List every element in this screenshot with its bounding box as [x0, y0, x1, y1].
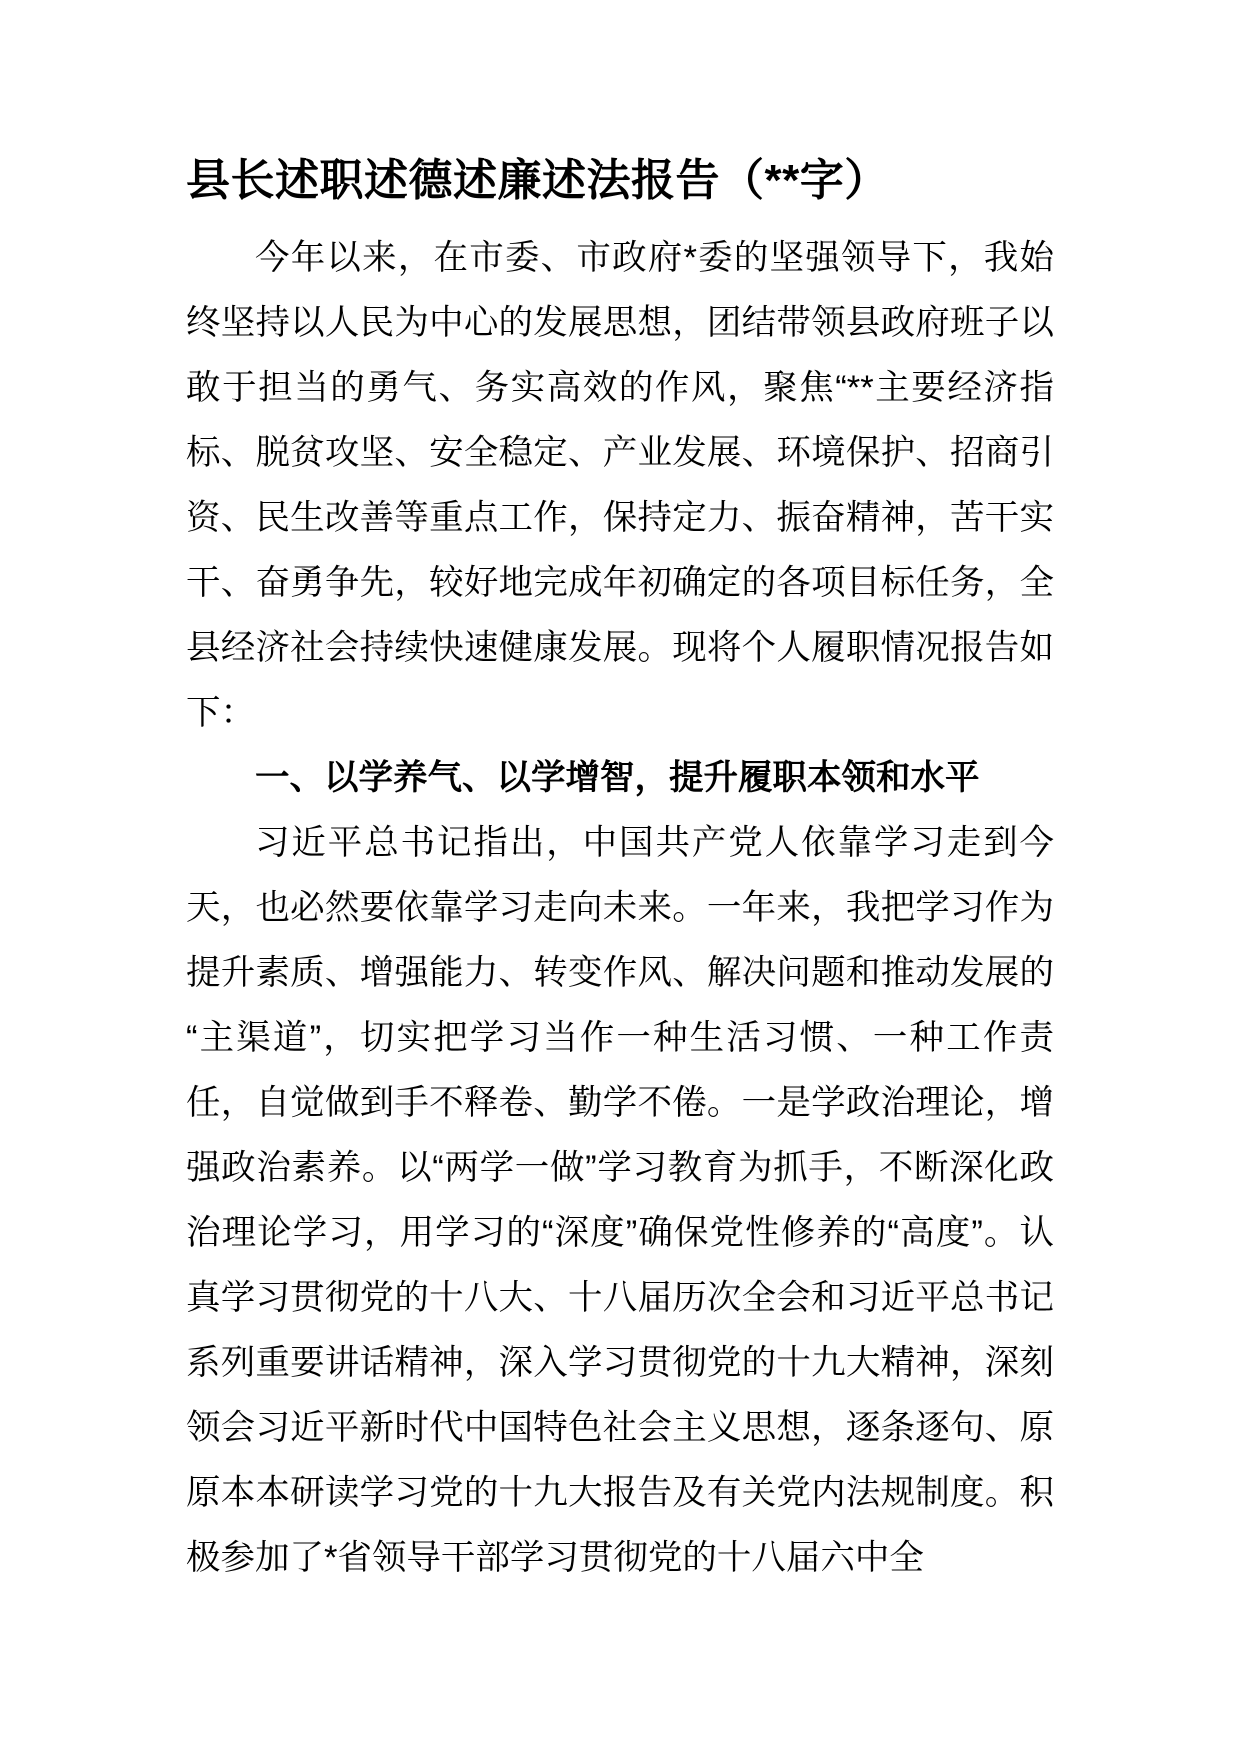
intro-paragraph: 今年以来，在市委、市政府*委的坚强领导下，我始终坚持以人民为中心的发展思想，团结带领县政府班子以敢于担当的勇气、务实高效的作风，聚焦“**主要经济指标、脱贫攻坚、安全稳定、产业发展、环境保护、招商引资、民生改善等重点工作，保持定力、振奋精神，苦干实干、奋勇争先，较好地完成年初确定的各项目标任务，全县经济社会持续快速健康发展。现将个人履职情况报告如下：	[186, 239, 1054, 732]
section-1-heading: 一、以学养气、以学增智，提升履职本领和水平	[255, 759, 980, 797]
section-1-paragraph: 习近平总书记指出，中国共产党人依靠学习走到今天，也必然要依靠学习走向未来。一年来，我把学习作为提升素质、增强能力、转变作风、解决问题和推动发展的“主渠道”，切实把学习当作一种生活习惯、一种工作责任，自觉做到手不释卷、勤学不倦。一是学政治理论，增强政治素养。以“两学一做”学习教育为抓手，不断深化政治理论学习，用学习的“深度”确保党性修养的“高度”。认真学习贯彻党的十八大、十八届历次全会和习近平总书记系列重要讲话精神，深入学习贯彻党的十九大精神，深刻领会习近平新时代中国特色社会主义思想，逐条逐句、原原本本研读学习党的十九大报告及有关党内法规制度。积极参加了*省领导干部学习贯彻党的十八届六中全	[186, 824, 1054, 1577]
document-title: 县长述职述德述廉述法报告（**字）	[186, 156, 889, 205]
